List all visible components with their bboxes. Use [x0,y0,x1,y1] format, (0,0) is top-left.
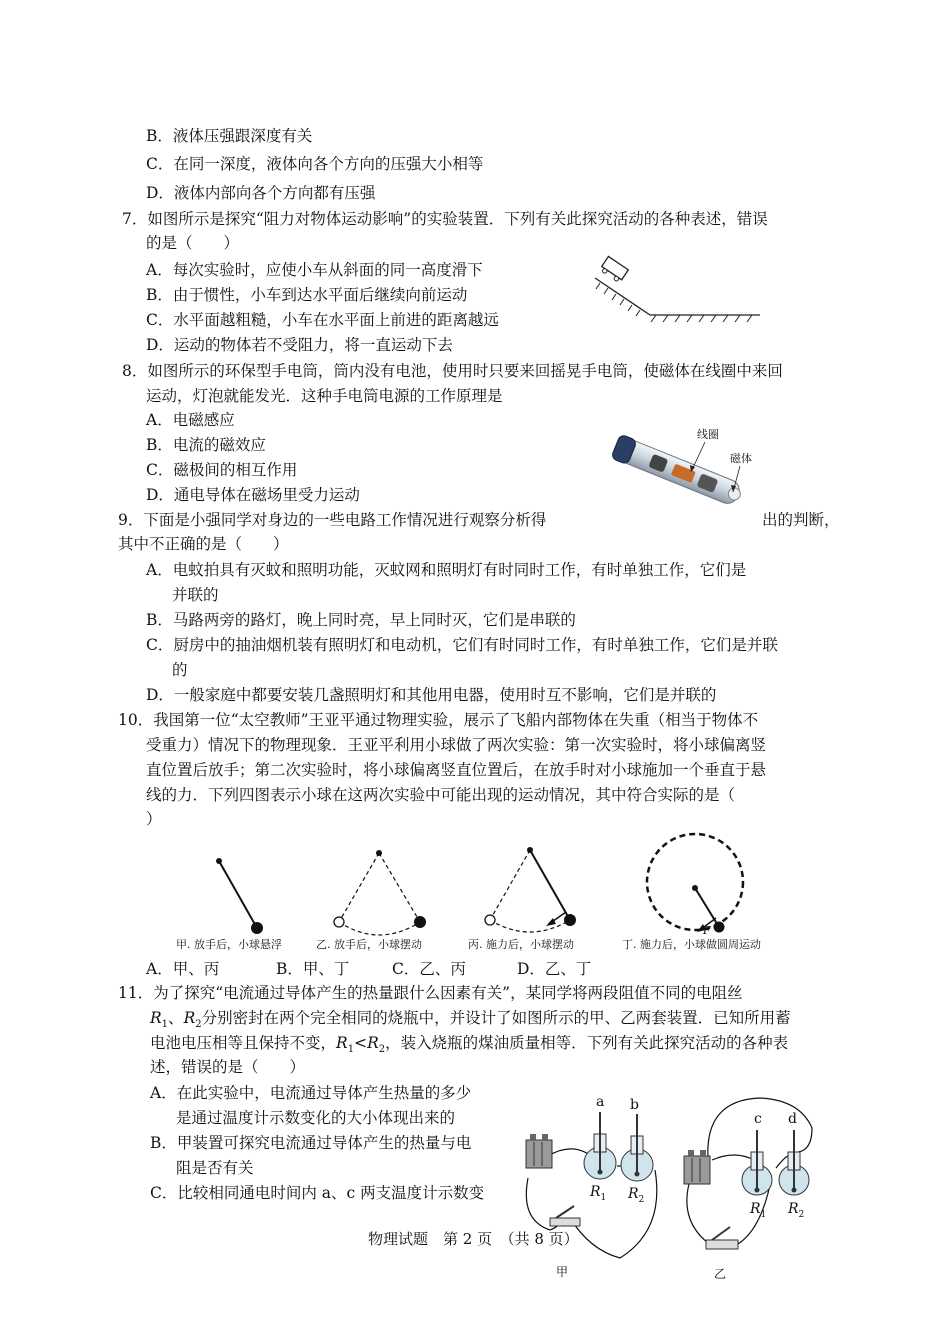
caption-jia: 甲. 放手后，小球悬浮 [176,938,282,951]
q10-stem-line2: 受重力）情况下的物理现象．王亚平利用小球做了两次实验：第一次实验时，将小球偏离竖 [146,736,767,754]
caption-bing: 丙. 施力后，小球摆动 [468,938,574,951]
flask-jia-r1 [584,1112,616,1179]
less-than: < [354,1034,368,1052]
q9-option-d: D．一般家庭中都要安装几盏照明灯和其他用电器，使用时互不影响，它们是并联的 [146,686,717,704]
q9-option-a-line1: A．电蚊拍具有灭蚊和照明功能，灭蚊网和照明灯有时同时工作，有时单独工作，它们是 [146,561,747,579]
jia-r1-sub: 1 [600,1192,607,1203]
r2-subscript: 2 [195,1019,202,1031]
q11-stem-line1: 11．为了探究“电流通过导体产生的热量跟什么因素有关”，某同学将两段阻值不同的电阻丝 [118,984,743,1002]
q8-option-d: D．通电导体在磁场里受力运动 [146,486,360,504]
q9-stem-line1b: 出的判断， [762,511,840,529]
flask-yi-r1 [742,1130,772,1195]
q10-stem-line5: ） [146,810,162,828]
q8-option-c: C．磁极间的相互作用 [146,461,298,479]
thermometer-c-label: c [754,1111,762,1127]
q9-option-a-line2: 并联的 [172,586,219,604]
label-yi-r1 [750,1199,766,1225]
q6-option-c: C．在同一深度，液体向各个方向的压强大小相等 [146,155,484,173]
caption-yi: 乙. 放手后，小球摆动 [316,938,422,951]
caption-ding: 丁. 施力后，小球做圆周运动 [622,938,761,951]
yi-r2-sub: 2 [798,1209,805,1220]
q8-stem-line1: 8．如图所示的环保型手电筒，筒内没有电池，使用时只要来回摇晃手电筒，使磁体在线圈中来回 [122,362,783,380]
q7-stem-line1: 7．如图所示是探究“阻力对物体运动影响”的实验装置．下列有关此探究活动的各种表述，错误 [122,210,768,228]
q11-option-a-line1: A．在此实验中，电流通过导体产生热量的多少 [150,1084,472,1102]
q8-stem-line2: 运动，灯泡就能发光．这种手电筒电源的工作原理是 [146,387,503,405]
flask-yi-r2 [779,1130,809,1195]
r-separator: 、 [168,1009,184,1027]
label-jia-r1 [590,1182,606,1208]
r2-symbol: R [183,1009,196,1027]
q7-option-a: A．每次实验时，应使小车从斜面的同一高度滑下 [146,261,483,279]
caption-circuit-jia: 甲 [556,1265,569,1279]
label-yi-r2 [788,1199,804,1225]
q9-option-c-line2: 的 [172,661,188,679]
q7-stem-line2: 的是（ ） [146,234,240,252]
q11-stem-line4: 述，错误的是（ ） [150,1058,306,1076]
r1-symbol-2: R [336,1034,348,1052]
q6-option-b: B．液体压强跟深度有关 [146,127,313,145]
yi-r1-symbol: R [750,1201,761,1217]
q9-stem-line1a: 9．下面是小强同学对身边的一些电路工作情况进行观察分析得 [118,511,547,529]
q11-option-b-line1: B．甲装置可探究电流通过导体产生的热量与电 [150,1134,472,1152]
switch-jia [550,1206,580,1226]
battery-jia [526,1134,552,1168]
q11-option-a-line2: 是通过温度计示数变化的大小体现出来的 [176,1109,456,1127]
q11-stem-line3b: ，装入烧瓶的煤油质量相等．下列有关此探究活动的各种表 [385,1034,789,1052]
r1-symbol: R [150,1009,162,1027]
q11-stem-line2-rest: 分别密封在两个完全相同的烧瓶中，并设计了如图所示的甲、乙两套装置．已知所用蓄 [201,1009,791,1027]
jia-r2-sub: 2 [638,1194,645,1205]
q8-option-b: B．电流的磁效应 [146,436,266,454]
jia-r1-symbol: R [590,1184,601,1200]
thermometer-a-label: a [596,1094,605,1110]
thermometer-b-label: b [630,1097,639,1113]
yi-r2-symbol: R [788,1201,799,1217]
q10-option-a: A．甲、丙 [146,960,220,978]
q9-option-c-line1: C．厨房中的抽油烟机装有照明灯和电动机，它们有时同时工作，有时单独工作，它们是并联 [146,636,778,654]
r2-subscript-2: 2 [378,1044,386,1056]
jia-r2-symbol: R [628,1186,639,1202]
q10-option-d: D．乙、丁 [517,960,592,978]
flask-jia-r2 [621,1114,653,1181]
label-coil: 线圈 [697,428,719,441]
caption-circuit-yi: 乙 [714,1267,727,1281]
label-jia-r2 [628,1184,644,1210]
q11-option-b-line2: 阻是否有关 [176,1159,254,1177]
q6-option-d: D．液体内部向各个方向都有压强 [146,184,376,202]
battery-yi [684,1150,710,1184]
q7-option-c: C．水平面越粗糙，小车在水平面上前进的距离越远 [146,311,499,329]
q10-stem-line1: 10．我国第一位“太空教师”王亚平通过物理实验，展示了飞船内部物体在失重（相当于物体不 [118,711,759,729]
thermometer-d-label: d [788,1111,797,1127]
q10-stem-line3: 直位置后放手；第二次实验时，将小球偏离竖直位置后，在放手时对小球施加一个垂直于悬 [146,761,767,779]
q7-option-d: D．运动的物体若不受阻力，将一直运动下去 [146,336,453,354]
q9-option-b: B．马路两旁的路灯，晚上同时亮，早上同时灭，它们是串联的 [146,611,576,629]
r1-subscript-2: 1 [347,1044,355,1056]
r2-symbol-2: R [367,1034,379,1052]
q11-stem-line3a: 电池电压相等且保持不变， [150,1034,337,1052]
yi-r1-sub: 1 [760,1209,767,1220]
r1-subscript: 1 [161,1019,169,1031]
force-label: F [703,924,711,937]
q7-option-b: B．由于惯性，小车到达水平面后继续向前运动 [146,286,468,304]
page-footer: 物理试题 第 2 页 （共 8 页） [368,1230,579,1248]
q10-option-c: C．乙、丙 [392,960,466,978]
q8-option-a: A．电磁感应 [146,411,235,429]
switch-yi [706,1227,738,1249]
q9-stem-line2: 其中不正确的是（ ） [118,535,289,553]
q10-stem-line4: 线的力．下列四图表示小球在这两次实验中可能出现的运动情况，其中符合实际的是（ [146,786,736,804]
q10-option-b: B．甲、丁 [276,960,350,978]
label-magnet: 磁体 [730,452,752,465]
q11-option-c-line1: C．比较相同通电时间内 a、c 两支温度计示数变 [150,1184,485,1202]
